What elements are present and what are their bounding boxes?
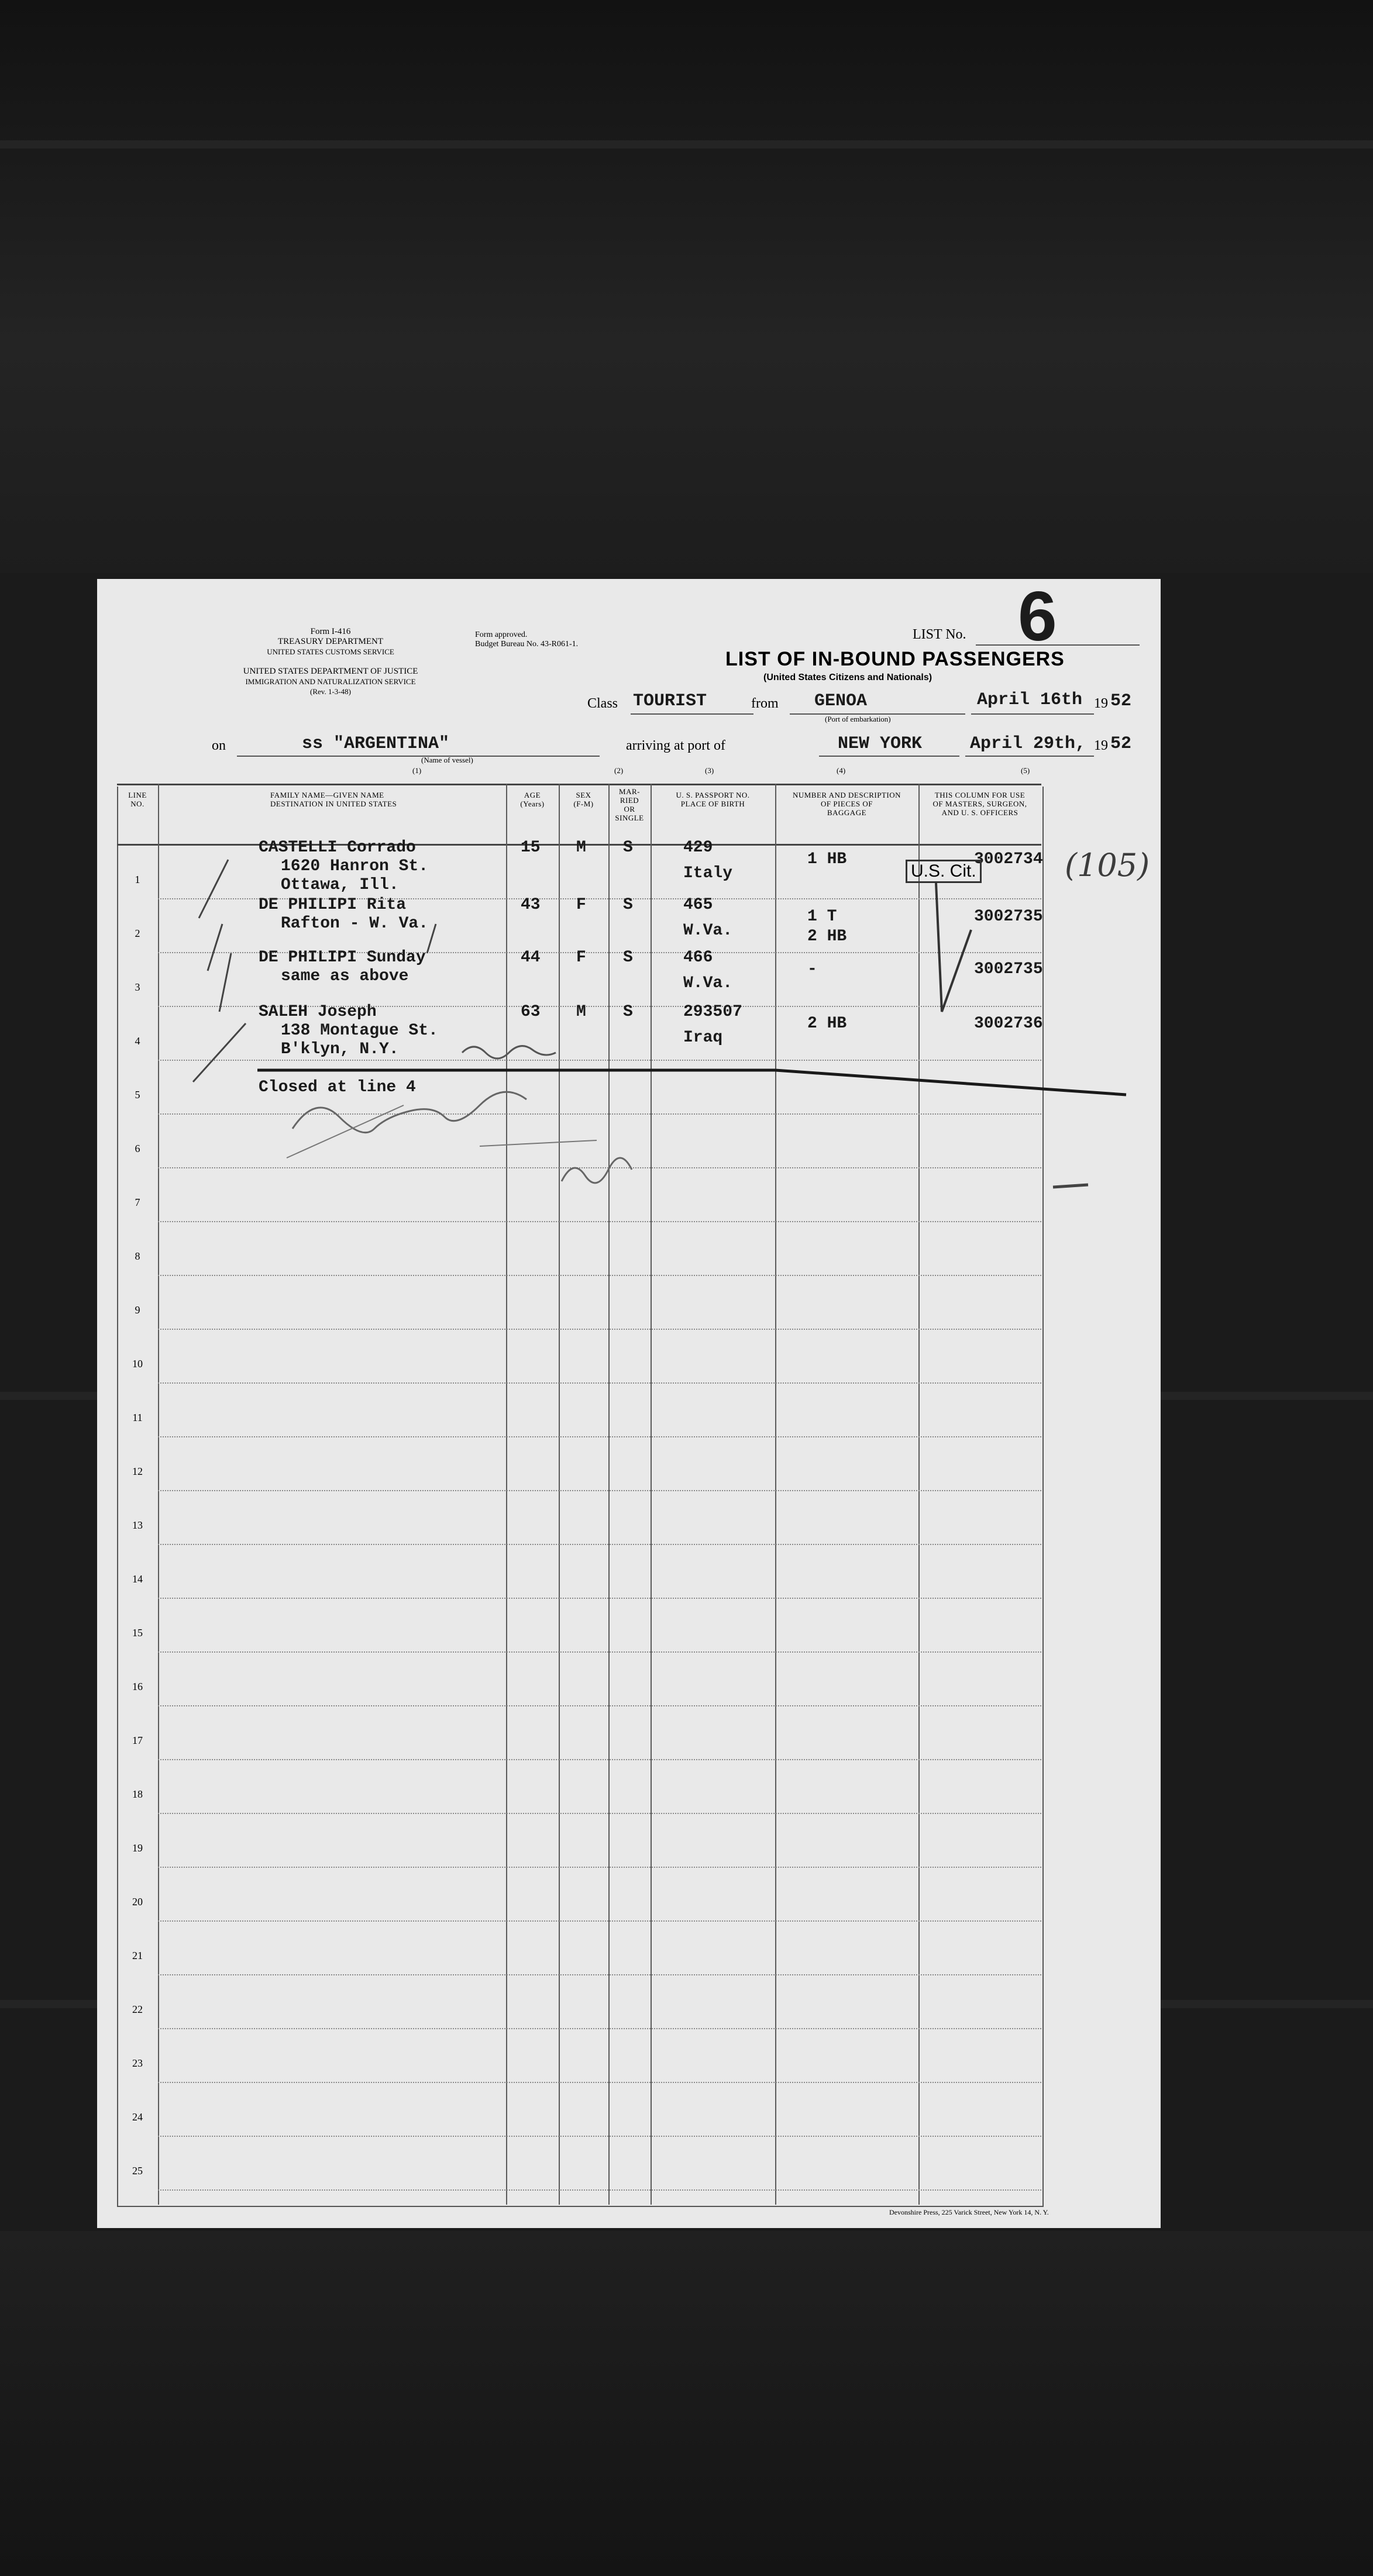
col-num-5: (5): [1021, 766, 1030, 775]
passport-number: 429: [683, 839, 713, 857]
passenger-marital-status: S: [623, 949, 633, 967]
passenger-sex: F: [576, 949, 586, 967]
baggage-description: 2 HB: [807, 1015, 847, 1033]
passenger-destination: 138 Montague St.: [281, 1022, 438, 1040]
header-text: OF MASTERS, SURGEON,: [932, 799, 1027, 808]
line-number: 12: [132, 1465, 143, 1477]
header-text: (Years): [520, 799, 545, 808]
line-number: 9: [135, 1304, 140, 1316]
line-number: 13: [132, 1519, 143, 1531]
row-rule: [158, 1221, 1041, 1222]
header-marital: [608, 787, 651, 822]
header-text: (F-M): [573, 799, 594, 808]
from-label: from: [751, 696, 779, 711]
budget-bureau: Budget Bureau No. 43-R061-1.: [475, 640, 579, 649]
header-text: PLACE OF BIRTH: [680, 799, 745, 808]
departure-date-underline: [971, 713, 1094, 715]
line-number: 23: [132, 2057, 143, 2069]
treasury-label: TREASURY DEPARTMENT: [277, 637, 384, 646]
us-citizen-stamp: U.S. Cit.: [906, 860, 982, 883]
passport-number: 465: [683, 896, 713, 914]
row-rule: [158, 1490, 1041, 1491]
header-text: NUMBER AND DESCRIPTION: [792, 791, 901, 799]
printer-footer: Devonshire Press, 225 Varick Street, New York 14, N. Y.: [889, 2208, 1049, 2216]
line-number: 7: [135, 1196, 140, 1208]
row-rule: [158, 1867, 1041, 1868]
header-text: SINGLE: [615, 813, 644, 822]
departure-date-value: April 16th: [977, 690, 1083, 710]
row-rule: [158, 1436, 1041, 1437]
list-number: 6: [1018, 577, 1057, 656]
passenger-sex: M: [576, 1003, 586, 1021]
place-of-birth: W.Va.: [683, 922, 733, 940]
list-no-underline: [976, 644, 1140, 646]
line-number: 15: [132, 1627, 143, 1639]
row-rule: [158, 1759, 1041, 1760]
row-rule: [158, 2189, 1041, 2191]
passenger-sex: F: [576, 896, 586, 914]
header-text: DESTINATION IN UNITED STATES: [270, 799, 397, 808]
header-text: AGE: [524, 791, 541, 799]
header-text: BAGGAGE: [827, 808, 867, 817]
row-rule: [158, 1275, 1041, 1276]
header-text: OR: [624, 805, 635, 813]
col-num-3: (3): [705, 766, 714, 775]
form-number: Form I-416: [310, 627, 351, 636]
header-sex: [559, 791, 608, 808]
passenger-name: CASTELLI Corrado: [259, 839, 416, 857]
row-rule: [158, 1813, 1041, 1814]
header-text: OF PIECES OF: [820, 799, 873, 808]
passenger-destination: B'klyn, N.Y.: [281, 1040, 399, 1058]
header-text: MAR-: [619, 787, 640, 796]
form-approved: Form approved.: [475, 630, 528, 639]
baggage-description: -: [807, 960, 817, 978]
row-rule: [158, 2082, 1041, 2083]
header-text: LINE: [128, 791, 147, 799]
row-rule: [158, 1651, 1041, 1653]
header-text: FAMILY NAME—GIVEN NAME: [270, 791, 384, 799]
scan-background-bottom: [0, 2231, 1373, 2576]
form-agency-block: [234, 627, 427, 657]
row-rule: [158, 1329, 1041, 1330]
col-num-4: (4): [837, 766, 846, 775]
line-number: 18: [132, 1788, 143, 1800]
header-officers: [918, 791, 1041, 817]
row-rule: [158, 1705, 1041, 1706]
line-number: 1: [135, 874, 140, 885]
col-divider: [158, 784, 159, 2205]
line-number: 3: [135, 981, 140, 993]
header-text: THIS COLUMN FOR USE: [934, 791, 1026, 799]
handwritten-marks: [176, 836, 1170, 1199]
passenger-destination: 1620 Hanron St.: [281, 857, 429, 875]
approval-block: [475, 630, 578, 649]
departure-year-value: 52: [1110, 691, 1132, 711]
line-number: 4: [135, 1035, 140, 1047]
arrival-port-value: NEW YORK: [838, 734, 923, 754]
form-title: LIST OF IN-BOUND PASSENGERS: [725, 648, 1065, 670]
embarkation-caption: (Port of embarkation): [825, 715, 891, 723]
passenger-sex: M: [576, 839, 586, 857]
vessel-caption: (Name of vessel): [421, 756, 473, 764]
header-baggage: [775, 791, 918, 817]
line-number: 6: [135, 1143, 140, 1154]
passenger-marital-status: S: [623, 1003, 633, 1021]
row-rule: [158, 1920, 1041, 1922]
row-rule: [158, 2136, 1041, 2137]
on-label: on: [212, 738, 226, 753]
revision-label: (Rev. 1-3-48): [310, 687, 351, 696]
scan-artifact: [0, 140, 1373, 149]
line-number: 24: [132, 2111, 143, 2123]
embarkation-port-value: GENOA: [814, 691, 868, 711]
officer-number: 3002734: [974, 850, 1043, 868]
header-text: SEX: [576, 791, 591, 799]
ins-label: IMMIGRATION AND NATURALIZATION SERVICE: [245, 677, 416, 686]
header-name: [159, 791, 440, 808]
line-number: 19: [132, 1842, 143, 1854]
vessel-name-value: ss "ARGENTINA": [302, 734, 450, 754]
line-number: 5: [135, 1089, 140, 1101]
header-passport: [651, 791, 775, 808]
class-underline: [631, 713, 753, 715]
line-number: 25: [132, 2165, 143, 2177]
passenger-destination: Ottawa, Ill.: [281, 876, 399, 894]
header-text: RIED: [620, 796, 639, 805]
line-number: 22: [132, 2003, 143, 2015]
passenger-name: DE PHILIPI Sunday: [259, 949, 426, 967]
passenger-age: 44: [521, 949, 541, 967]
baggage-description: 1 HB: [807, 850, 847, 868]
arrival-date-underline: [965, 756, 1094, 757]
officer-number: 3002736: [974, 1015, 1043, 1033]
place-of-birth: W.Va.: [683, 974, 733, 992]
baggage-description: 1 T: [807, 908, 837, 926]
row-rule: [158, 1598, 1041, 1599]
header-age: [506, 791, 559, 808]
vessel-underline: [237, 756, 600, 757]
line-number: 11: [132, 1412, 143, 1423]
place-of-birth: Italy: [683, 864, 733, 882]
departure-year-prefix: 19: [1094, 696, 1108, 711]
line-number: 17: [132, 1734, 143, 1746]
passenger-name: SALEH Joseph: [259, 1003, 377, 1021]
passenger-age: 43: [521, 896, 541, 914]
header-line-no: [117, 791, 158, 808]
form-subtitle: (United States Citizens and Nationals): [763, 673, 932, 682]
passenger-marital-status: S: [623, 896, 633, 914]
header-text: AND U. S. OFFICERS: [941, 808, 1018, 817]
passenger-name: DE PHILIPI Rita: [259, 896, 407, 914]
header-text: NO.: [130, 799, 144, 808]
line-number: 8: [135, 1250, 140, 1262]
row-rule: [158, 1382, 1041, 1384]
line-number: 20: [132, 1896, 143, 1908]
col-num-1: (1): [412, 766, 422, 775]
col-num-2: (2): [614, 766, 624, 775]
officer-number: 3002735: [974, 908, 1043, 926]
passport-number: 293507: [683, 1003, 742, 1021]
justice-label: UNITED STATES DEPARTMENT OF JUSTICE: [243, 667, 418, 676]
arriving-label: arriving at port of: [626, 738, 725, 753]
passenger-destination: same as above: [281, 967, 409, 985]
class-value: TOURIST: [633, 691, 707, 711]
class-label: Class: [587, 696, 618, 711]
passenger-destination: Rafton - W. Va.: [281, 915, 429, 933]
closed-at-line-note: Closed at line 4: [259, 1078, 416, 1096]
arrival-year-value: 52: [1110, 734, 1132, 754]
officer-number: 3002735: [974, 960, 1043, 978]
row-rule: [158, 2028, 1041, 2029]
arrival-date-value: April 29th,: [970, 734, 1086, 754]
line-number: 21: [132, 1950, 143, 1961]
passenger-marital-status: S: [623, 839, 633, 857]
line-number: 16: [132, 1681, 143, 1692]
header-text: U. S. PASSPORT NO.: [676, 791, 750, 799]
scan-background-top: [0, 0, 1373, 573]
arrival-year-prefix: 19: [1094, 738, 1108, 753]
line-number: 14: [132, 1573, 143, 1585]
line-number: 2: [135, 927, 140, 939]
justice-block: [211, 667, 450, 696]
place-of-birth: Iraq: [683, 1029, 723, 1047]
passenger-age: 15: [521, 839, 541, 857]
passenger-age: 63: [521, 1003, 541, 1021]
row-rule: [158, 1544, 1041, 1545]
circled-count-annotation: (105): [1065, 847, 1150, 884]
passport-number: 466: [683, 949, 713, 967]
list-no-label: LIST No.: [913, 627, 966, 642]
line-number: 10: [132, 1358, 143, 1370]
baggage-description: 2 HB: [807, 927, 847, 946]
arrival-port-underline: [819, 756, 959, 757]
customs-label: UNITED STATES CUSTOMS SERVICE: [267, 647, 394, 656]
row-rule: [158, 1974, 1041, 1975]
